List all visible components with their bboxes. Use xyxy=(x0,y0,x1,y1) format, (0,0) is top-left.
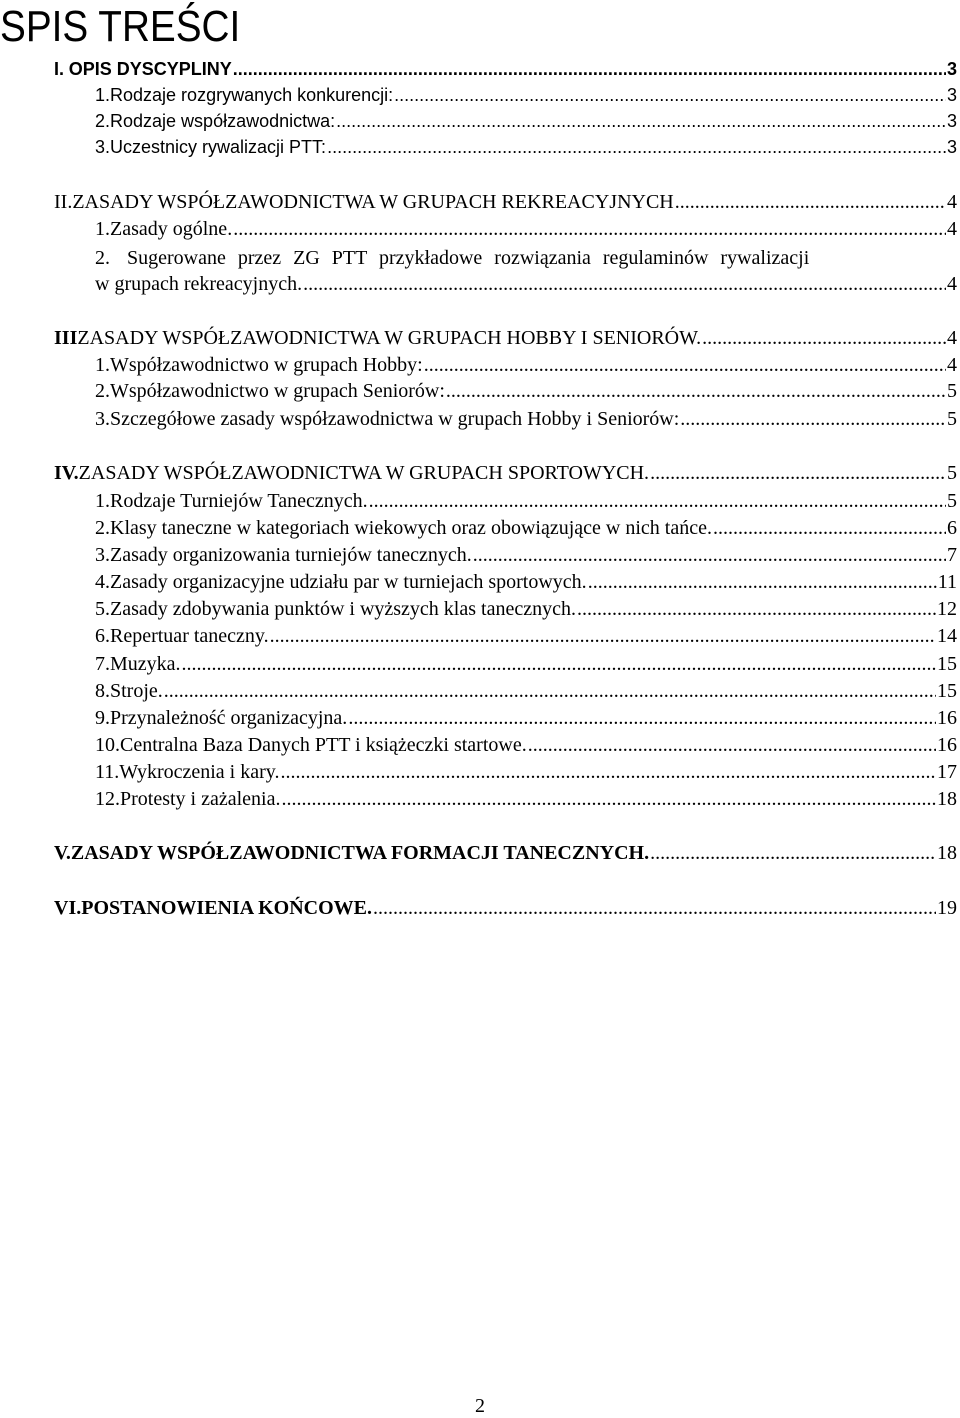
toc-entry-number: 9. xyxy=(95,707,110,729)
toc-entry-page: 5 xyxy=(947,380,957,402)
toc-entry-number: 2. xyxy=(95,247,110,269)
toc-entry[interactable] xyxy=(95,134,957,160)
toc-entry-title: Rodzaje rozgrywanych konkurencji: xyxy=(110,85,394,105)
toc-entry-number: 1. xyxy=(95,85,111,105)
toc-entry[interactable] xyxy=(95,596,957,622)
toc-entry-title: Repertuar taneczny. xyxy=(110,625,269,647)
toc-entry[interactable] xyxy=(95,651,957,677)
toc-entry-title: Zasady zdobywania punktów i wyższych klas tanecznych. xyxy=(110,598,576,620)
toc-leader-dots xyxy=(713,515,946,541)
toc-entry-page: 18 xyxy=(937,842,957,864)
toc-entry-title: Muzyka. xyxy=(110,653,181,675)
toc-entry[interactable] xyxy=(54,189,957,215)
toc-entry[interactable] xyxy=(54,840,957,866)
toc-entry-title: ZASADY WSPÓŁZAWODNICTWA W GRUPACH REKREACYJNYCH xyxy=(72,191,674,213)
toc-entry[interactable] xyxy=(95,352,957,378)
toc-entry-number: 7. xyxy=(95,653,110,675)
toc-entry-page: 5 xyxy=(947,408,957,430)
toc-entry-number: 11. xyxy=(95,761,120,783)
toc-entry[interactable] xyxy=(95,569,957,595)
toc-entry-page: 5 xyxy=(947,462,957,484)
toc-entry-number: III xyxy=(54,327,78,349)
toc-entry-page: 3 xyxy=(946,111,957,131)
toc-entry-number: 5. xyxy=(95,598,110,620)
toc-leader-dots xyxy=(446,378,946,404)
toc-entry-number: 1. xyxy=(95,490,110,512)
toc-entry-number: II. xyxy=(54,191,73,213)
toc-leader-dots xyxy=(182,651,936,677)
toc-entry-page: 4 xyxy=(947,327,957,349)
toc-leader-dots xyxy=(336,108,946,134)
toc-entry-number: 3. xyxy=(95,544,110,566)
toc-entry-title: Zasady organizacyjne udziału par w turniejach sportowych. xyxy=(110,571,587,593)
toc-entry-page: 18 xyxy=(937,788,957,810)
toc-leader-dots xyxy=(348,705,936,731)
toc-entry-page: 6 xyxy=(947,517,957,539)
toc-leader-dots xyxy=(577,596,936,622)
toc-entry-title: OPIS DYSCYPLINY xyxy=(68,59,232,79)
toc-entry[interactable] xyxy=(95,108,957,134)
toc-entry[interactable] xyxy=(95,732,957,758)
toc-entry-title: Stroje. xyxy=(110,680,163,702)
toc-entry[interactable] xyxy=(54,325,957,351)
toc-entry-title: ZASADY WSPÓŁZAWODNICTWA W GRUPACH SPORTOWYCH. xyxy=(78,462,650,484)
toc-entry-page: 4 xyxy=(947,191,957,213)
toc-entry-title: Współzawodnictwo w grupach Hobby: xyxy=(110,354,423,376)
toc-leader-dots xyxy=(424,352,946,378)
toc-leader-dots xyxy=(528,732,936,758)
toc-leader-dots xyxy=(373,895,936,921)
toc-entry-title: Klasy taneczne w kategoriach wiekowych oraz obowiązujące w nich tańce. xyxy=(110,517,712,539)
toc-entry-number: 1. xyxy=(95,354,110,376)
toc-entry-title: Protesty i zażalenia. xyxy=(120,788,281,810)
toc-entry-number: 3. xyxy=(95,137,111,157)
toc-leader-dots xyxy=(327,134,946,160)
toc-entry-number: V. xyxy=(54,842,71,864)
toc-entry-number: 3. xyxy=(95,408,110,430)
toc-entry-title: Zasady ogólne. xyxy=(110,218,233,240)
toc-entry-page: 14 xyxy=(937,625,957,647)
toc-entry[interactable] xyxy=(54,895,957,921)
toc-entry-page: 4 xyxy=(947,218,957,240)
toc-entry-page: 12 xyxy=(937,598,957,620)
toc-entry-title: ZASADY WSPÓŁZAWODNICTWA W GRUPACH HOBBY I SENIORÓW. xyxy=(77,327,702,349)
toc-entry-title: Zasady organizowania turniejów tanecznych. xyxy=(110,544,472,566)
toc-entry[interactable] xyxy=(95,786,957,812)
toc-entry-title: Współzawodnictwo w grupach Seniorów: xyxy=(110,380,445,402)
toc-entry-title: Szczegółowe zasady współzawodnictwa w grupach Hobby i Seniorów: xyxy=(110,408,680,430)
toc-entry-number: I. xyxy=(54,59,65,79)
toc-entry[interactable] xyxy=(95,82,957,108)
toc-leader-dots xyxy=(233,216,946,242)
toc-entry-multiline[interactable] xyxy=(95,245,957,271)
toc-entry-number: 6. xyxy=(95,625,110,647)
toc-leader-dots xyxy=(650,840,936,866)
toc-entry-number: VI. xyxy=(54,897,82,919)
toc-entry-title: POSTANOWIENIA KOŃCOWE. xyxy=(81,897,373,919)
toc-entry-title: Sugerowane przez ZG PTT przykładowe rozwiązania regulaminów rywalizacji xyxy=(127,247,810,269)
toc-entry-continuation[interactable] xyxy=(95,271,957,297)
toc-leader-dots xyxy=(675,189,946,215)
toc-entry[interactable] xyxy=(95,216,957,242)
toc-leader-dots xyxy=(394,82,946,108)
toc-entry-title: Wykroczenia i kary. xyxy=(119,761,280,783)
toc-entry[interactable] xyxy=(95,705,957,731)
toc-entry-number: 8. xyxy=(95,680,110,702)
toc-entry[interactable] xyxy=(95,378,957,404)
toc-entry-page: 5 xyxy=(947,490,957,512)
toc-entry-page: 4 xyxy=(947,354,957,376)
toc-leader-dots xyxy=(680,406,946,432)
toc-entry-page: 7 xyxy=(947,544,957,566)
page-title: SPIS TREŚCI xyxy=(0,2,241,51)
toc-leader-dots xyxy=(303,271,946,297)
toc-leader-dots xyxy=(702,325,946,351)
toc-entry-title: Rodzaje współzawodnictwa: xyxy=(110,111,336,131)
toc-entry-number: 2. xyxy=(95,111,111,131)
toc-entry[interactable] xyxy=(95,623,957,649)
toc-entry-number: 4. xyxy=(95,571,110,593)
toc-entry-page: 16 xyxy=(937,707,957,729)
toc-entry[interactable] xyxy=(54,460,957,486)
toc-entry-number: 2. xyxy=(95,517,110,539)
toc-leader-dots xyxy=(270,623,936,649)
toc-leader-dots xyxy=(280,759,936,785)
toc-leader-dots xyxy=(588,569,937,595)
toc-entry[interactable] xyxy=(95,678,957,704)
toc-entry-page: 3 xyxy=(946,137,957,157)
toc-entry-title: Uczestnicy rywalizacji PTT: xyxy=(110,137,327,157)
toc-leader-dots xyxy=(164,678,936,704)
toc-entry[interactable] xyxy=(95,759,957,785)
toc-entry-title-continued: w grupach rekreacyjnych. xyxy=(95,273,303,295)
toc-entry-page: 17 xyxy=(937,761,957,783)
toc-entry-page: 3 xyxy=(946,59,957,79)
toc-entry-title: Rodzaje Turniejów Tanecznych. xyxy=(110,490,368,512)
toc-entry[interactable] xyxy=(95,406,957,432)
toc-entry-number: 12. xyxy=(95,788,120,810)
toc-entry-number: 1. xyxy=(95,218,110,240)
toc-entry-title: Przynależność organizacyjna. xyxy=(110,707,348,729)
toc-entry-page: 15 xyxy=(937,653,957,675)
toc-leader-dots xyxy=(650,460,946,486)
page-number: 2 xyxy=(475,1395,485,1417)
toc-entry-number: 10. xyxy=(95,734,120,756)
toc-leader-dots xyxy=(369,488,946,514)
toc-entry-title: Centralna Baza Danych PTT i książeczki startowe. xyxy=(120,734,527,756)
toc-entry-page: 3 xyxy=(946,85,957,105)
toc-entry[interactable] xyxy=(95,488,957,514)
toc-entry-page: 4 xyxy=(947,273,957,295)
toc-entry-page: 15 xyxy=(937,680,957,702)
toc-entry[interactable] xyxy=(54,56,957,82)
toc-leader-dots xyxy=(473,542,946,568)
toc-entry-number: 2. xyxy=(95,380,110,402)
toc-entry[interactable] xyxy=(95,542,957,568)
toc-leader-dots xyxy=(282,786,937,812)
toc-entry-page: 16 xyxy=(937,734,957,756)
toc-entry-page: 11 xyxy=(937,571,957,593)
toc-entry-number: IV. xyxy=(54,462,79,484)
toc-entry[interactable] xyxy=(95,515,957,541)
toc-leader-dots xyxy=(233,56,946,82)
toc-entry-title: ZASADY WSPÓŁZAWODNICTWA FORMACJI TANECZNYCH. xyxy=(70,842,650,864)
toc-entry-page: 19 xyxy=(937,897,957,919)
